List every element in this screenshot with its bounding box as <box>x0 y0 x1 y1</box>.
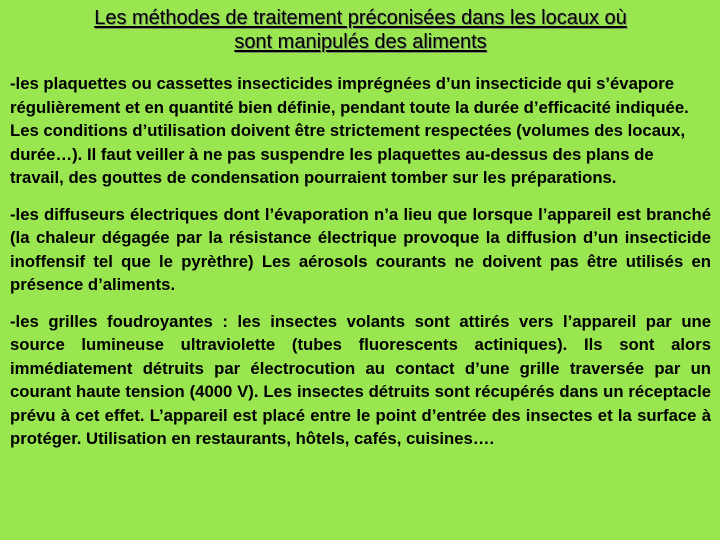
slide-title <box>10 6 711 54</box>
paragraph-plaquettes: -les plaquettes ou cassettes insecticides imprégnées d’un insecticide qui s’évapore régulièrement et en quantité bien définie, pendant toute la durée d’efficacité indiquée. Les conditions d’utilisation doivent être strictement respectées (volumes des locaux, durée…). Il faut veiller à ne pas suspendre les plaquettes au-dessus des plans de travail, des gouttes de condensation pourraient tomber sur les préparations. <box>10 74 689 187</box>
paragraph-grilles: -les grilles foudroyantes : les insectes volants sont attirés vers l’appareil par une source lumineuse ultraviolette (tubes fluorescents actiniques). Ils sont alors immédiatement détruits par électrocution au contact d’une grille traversée par un courant haute tension (4000 V). Les insectes détruits sont récupérés dans un réceptacle prévu à cet effet. L’appareil est placé entre le point d’entrée des insectes et la surface à protéger. Utilisation en restaurants, hôtels, cafés, cuisines…. <box>10 311 711 448</box>
slide-body <box>10 72 711 451</box>
title-line-1: Les méthodes de traitement préconisées dans les locaux où <box>94 7 627 29</box>
title-line-2: sont manipulés des aliments <box>234 31 487 53</box>
paragraph-diffuseurs: -les diffuseurs électriques dont l’évaporation n’a lieu que lorsque l’appareil est branché (la chaleur dégagée par la résistance électrique provoque la diffusion d’un insecticide inoffensif tel que le pyrèthre) Les aérosols courants ne doivent pas être utilisés en présence d’aliments. <box>10 204 711 294</box>
